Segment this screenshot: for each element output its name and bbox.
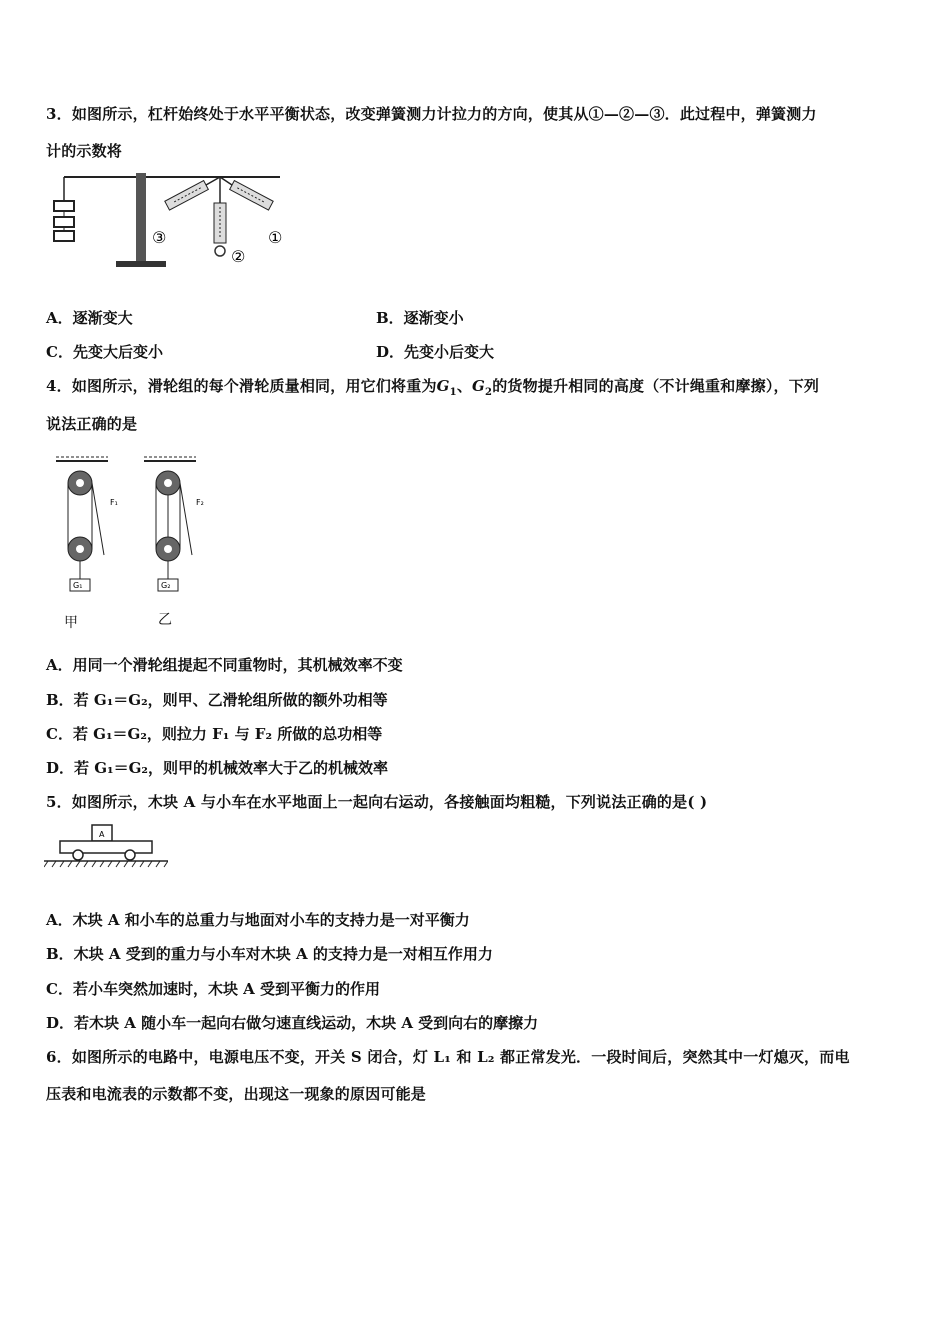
q5-option-b[interactable]: B．木块 A 受到的重力与小车对木块 A 的支持力是一对相互作用力	[46, 945, 493, 963]
q4-stem-b: 的货物提升相同的高度（不计绳重和摩擦），下列	[492, 377, 820, 395]
q4-option-c[interactable]: C．若 G₁＝G₂，则拉力 F₁ 与 F₂ 所做的总功相等	[46, 725, 383, 743]
q4-g1: G	[436, 377, 450, 395]
q4-g2-sub: 2	[485, 387, 493, 398]
q4-g2-box-label: G₂	[161, 581, 171, 590]
q3-option-a[interactable]: A．逐渐变大	[46, 309, 133, 327]
q3-stem-line1: 3．如图所示，杠杆始终处于水平平衡状态，改变弹簧测力计拉力的方向，使其从①—②—③．此过程中，弹簧测力	[46, 105, 817, 123]
q3-option-d[interactable]: D．先变小后变大	[376, 343, 495, 361]
q4-stem-line2: 说法正确的是	[46, 415, 138, 433]
q4-f1-label: F₁	[110, 498, 118, 507]
q4-option-b[interactable]: B．若 G₁＝G₂，则甲、乙滑轮组所做的额外功相等	[46, 691, 388, 709]
q4-g1-sub: 1	[449, 387, 457, 398]
q4-f2-label: F₂	[196, 498, 204, 507]
q3-lever-figure	[48, 165, 298, 275]
q5-stem: 5．如图所示，木块 A 与小车在水平地面上一起向右运动，各接触面均粗糙，下列说法正确的是( )	[46, 793, 708, 811]
q4-pulley-figure	[48, 455, 228, 605]
q3-stem-line2: 计的示数将	[46, 142, 123, 160]
q5-option-d[interactable]: D．若木块 A 随小车一起向右做匀速直线运动，木块 A 受到向右的摩擦力	[46, 1014, 539, 1032]
q4-stem-line1	[46, 375, 819, 398]
q3-option-c[interactable]: C．先变大后变小	[46, 343, 163, 361]
q4-label-jia: 甲	[64, 615, 78, 631]
q4-label-yi: 乙	[158, 612, 172, 628]
q6-stem-line1: 6．如图所示的电路中，电源电压不变，开关 S 闭合，灯 L₁ 和 L₂ 都正常发光．一段时间后，突然其中一灯熄灭，而电	[46, 1048, 850, 1066]
q4-sep: 、	[456, 377, 473, 395]
q3-mark-1: ①	[268, 228, 283, 247]
q4-stem-a: 4．如图所示，滑轮组的每个滑轮质量相同，用它们将重为	[46, 377, 437, 395]
q3-mark-2: ②	[231, 247, 246, 266]
q5-option-a[interactable]: A．木块 A 和小车的总重力与地面对小车的支持力是一对平衡力	[46, 911, 470, 929]
q4-option-d[interactable]: D．若 G₁＝G₂，则甲的机械效率大于乙的机械效率	[46, 759, 388, 777]
q4-g1-box-label: G₁	[73, 581, 83, 590]
q3-mark-3: ③	[152, 228, 167, 247]
q3-option-b[interactable]: B．逐渐变小	[376, 309, 464, 327]
q4-g2: G	[472, 377, 486, 395]
q5-cart-figure	[44, 823, 168, 871]
q6-stem-line2: 压表和电流表的示数都不变，出现这一现象的原因可能是	[46, 1085, 427, 1103]
q4-option-a[interactable]: A．用同一个滑轮组提起不同重物时，其机械效率不变	[46, 656, 403, 674]
q5-option-c[interactable]: C．若小车突然加速时，木块 A 受到平衡力的作用	[46, 980, 381, 998]
q5-block-label: A	[99, 830, 105, 839]
